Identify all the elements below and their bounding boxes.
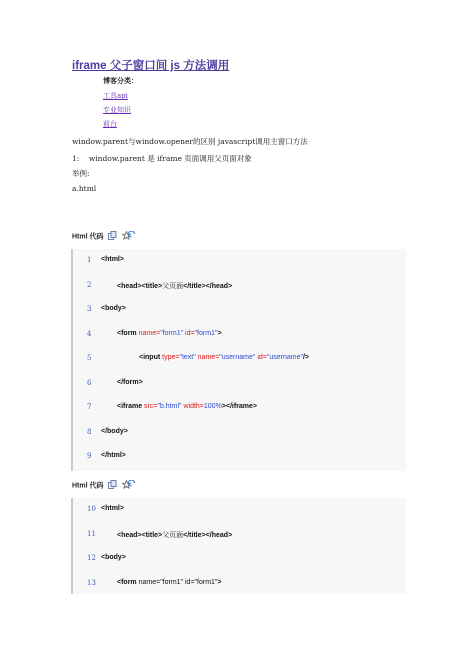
code-line bbox=[73, 403, 406, 415]
code-line bbox=[73, 505, 406, 517]
code-token-tag: <input bbox=[139, 354, 163, 361]
copy-icon[interactable] bbox=[108, 231, 117, 242]
line-number: 6 bbox=[87, 378, 92, 387]
code-text bbox=[117, 281, 232, 291]
line-number: 13 bbox=[87, 578, 96, 587]
code-token-txt: name="form1" id="form1" bbox=[138, 578, 218, 586]
code-token-tag: </body> bbox=[101, 427, 128, 435]
paragraph-point-1: 1: window.parent 是 iframe 页面调用父页面对象 bbox=[72, 154, 252, 163]
line-number: 3 bbox=[87, 305, 92, 313]
line-number: 7 bbox=[87, 403, 92, 411]
line-number: 10 bbox=[87, 505, 96, 513]
line-number: 5 bbox=[87, 354, 92, 362]
code-token-val: "text" bbox=[179, 354, 196, 361]
category-link-tools-api[interactable]: 工具api bbox=[103, 92, 128, 100]
code-line bbox=[73, 530, 406, 542]
code-token-tag: <body> bbox=[101, 305, 126, 312]
line-number: 2 bbox=[87, 280, 92, 289]
code-text bbox=[101, 452, 126, 459]
code-token-tag: </form> bbox=[117, 378, 143, 386]
paragraph-intro: window.parent与window.opener的区别 javascript调用主窗口方法 bbox=[72, 137, 308, 146]
code-line bbox=[73, 579, 406, 591]
code-token-tag: <form bbox=[117, 578, 139, 586]
code-text bbox=[117, 403, 257, 410]
code-token-val: "username" bbox=[219, 354, 256, 361]
code-label-text-2: Html 代码 bbox=[72, 482, 104, 490]
line-number: 12 bbox=[87, 554, 96, 562]
code-text bbox=[117, 530, 232, 540]
code-token-tag: <iframe bbox=[117, 403, 145, 410]
code-token-val: "b.html" bbox=[157, 403, 182, 410]
category-label: 博客分类： bbox=[103, 78, 138, 85]
code-token-tag: </html> bbox=[101, 452, 126, 459]
code-token-tag: <form bbox=[117, 329, 139, 337]
code-line bbox=[73, 256, 406, 268]
code-token-tag: /> bbox=[302, 354, 310, 361]
category-link-frontend[interactable]: 前台 bbox=[103, 120, 117, 128]
code-token-txt: 父页面 bbox=[162, 282, 184, 290]
code-text bbox=[101, 505, 124, 512]
code-token-tag: <body> bbox=[101, 554, 126, 561]
code-line bbox=[73, 379, 406, 391]
star-icon[interactable] bbox=[122, 480, 136, 491]
star-icon[interactable] bbox=[122, 231, 136, 242]
code-line bbox=[73, 452, 406, 464]
code-token-tag: > bbox=[217, 329, 222, 337]
code-token-tag: </title></head> bbox=[183, 282, 233, 290]
line-number: 8 bbox=[87, 427, 92, 436]
code-block-2 bbox=[71, 498, 406, 594]
paragraph-example: 举例: bbox=[72, 169, 90, 178]
code-line bbox=[73, 305, 406, 317]
line-number: 9 bbox=[87, 452, 92, 460]
code-token-attr: src= bbox=[144, 403, 158, 410]
code-text bbox=[139, 354, 309, 361]
code-token-val: "form1" bbox=[160, 329, 184, 337]
code-line bbox=[73, 354, 406, 366]
code-token-val: "form1" bbox=[194, 329, 218, 337]
code-token-val: "username" bbox=[266, 354, 303, 361]
code-label-2 bbox=[72, 480, 136, 491]
code-token-tag: <html> bbox=[101, 505, 124, 512]
code-block-1 bbox=[71, 249, 406, 471]
copy-icon[interactable] bbox=[108, 480, 117, 491]
line-number: 11 bbox=[87, 529, 96, 538]
code-label-text: Html 代码 bbox=[72, 233, 104, 241]
code-label bbox=[72, 231, 136, 242]
code-token-txt: 父页面 bbox=[162, 531, 184, 539]
code-token-tag: > bbox=[217, 578, 222, 586]
code-text bbox=[101, 305, 126, 312]
paragraph-filename: a.html bbox=[72, 184, 97, 193]
code-token-attr: name= bbox=[138, 329, 161, 337]
page-title[interactable]: iframe 父子窗口间 js 方法调用 bbox=[72, 60, 230, 72]
category-link-professional[interactable]: 专业知识 bbox=[103, 106, 131, 114]
code-text bbox=[101, 554, 126, 561]
code-line bbox=[73, 554, 406, 566]
code-text bbox=[117, 330, 222, 337]
line-number: 1 bbox=[87, 256, 92, 264]
code-token-val: 100% bbox=[203, 403, 222, 410]
code-token-attr: width= bbox=[181, 403, 204, 410]
code-text bbox=[101, 428, 128, 435]
code-token-attr: id= bbox=[183, 329, 195, 337]
code-token-attr: id= bbox=[255, 354, 267, 361]
code-text bbox=[117, 579, 222, 586]
code-token-tag: <head><title> bbox=[117, 282, 163, 290]
code-token-tag: <head><title> bbox=[117, 531, 163, 539]
code-line bbox=[73, 330, 406, 342]
code-line bbox=[73, 281, 406, 293]
code-token-attr: type= bbox=[162, 354, 180, 361]
code-text bbox=[101, 256, 124, 263]
code-text bbox=[117, 379, 143, 386]
code-line bbox=[73, 428, 406, 440]
code-token-tag: </title></head> bbox=[183, 531, 233, 539]
code-token-attr: name= bbox=[195, 354, 220, 361]
code-token-tag: ></iframe> bbox=[221, 403, 258, 410]
code-token-tag: <html> bbox=[101, 256, 124, 263]
line-number: 4 bbox=[87, 329, 92, 338]
